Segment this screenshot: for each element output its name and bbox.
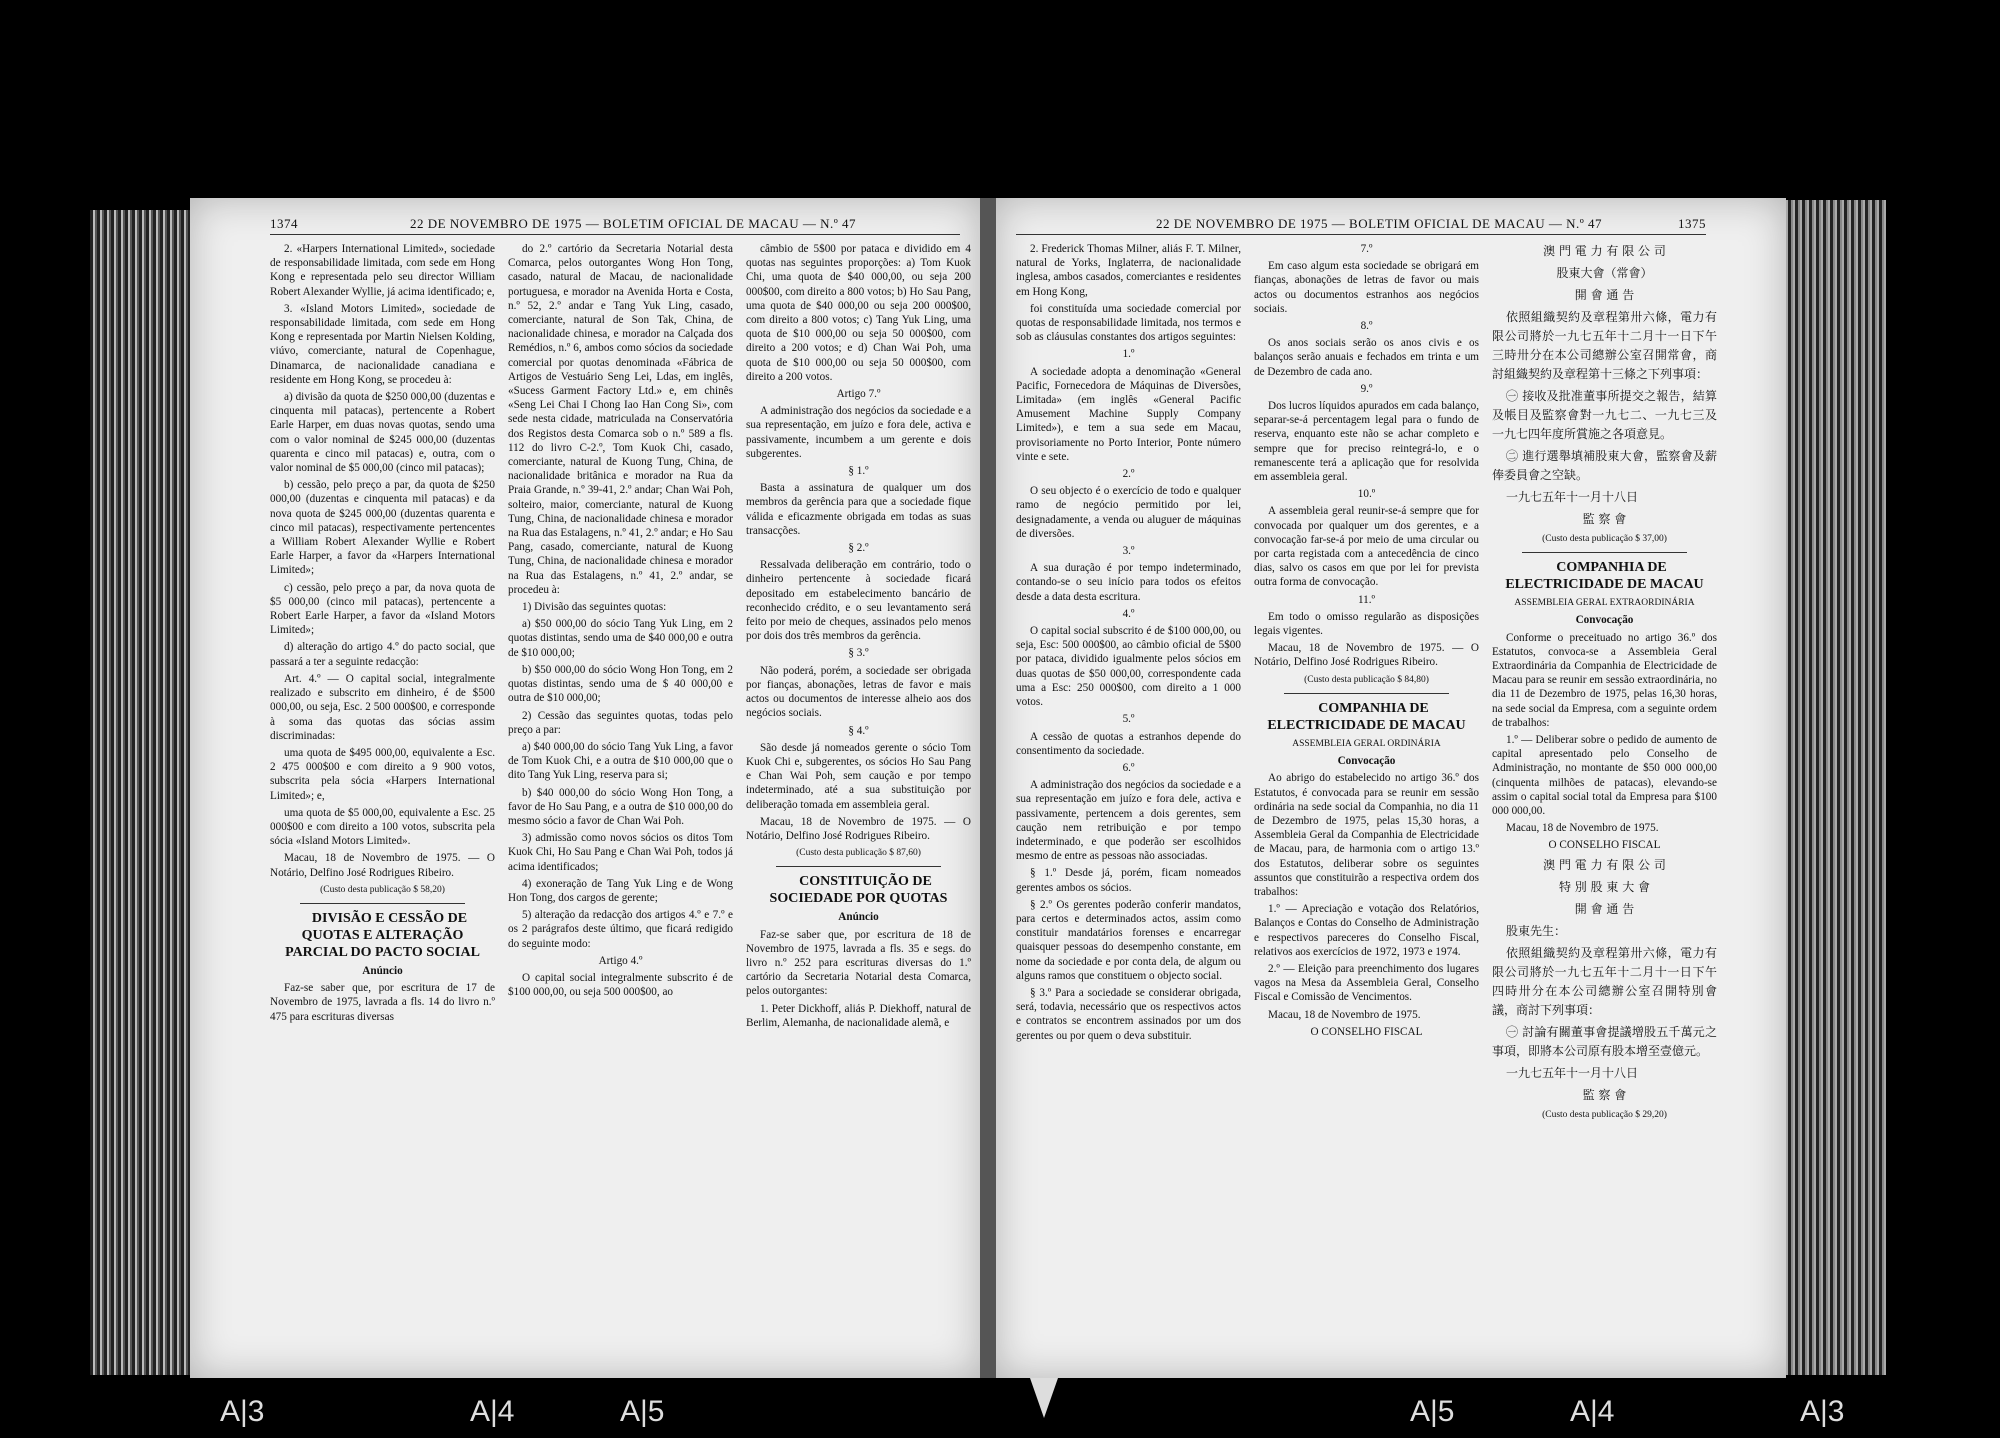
right-page [996, 198, 1786, 1378]
frame-mark: A|5 [1410, 1395, 1455, 1428]
paragraph: 股東大會（常會） [1556, 266, 1653, 280]
right-column-3 [1492, 242, 1717, 1125]
section-subheading: Convocação [1575, 614, 1634, 627]
paragraph: 9.º [1360, 382, 1373, 395]
paragraph: 8.º [1360, 320, 1373, 333]
paragraph: 1. Peter Dickhoff, aliás P. Diekhoff, natural de Berlim, Alemanha, de nacionalidade alemã, e [746, 1002, 971, 1029]
paragraph: 開 會 通 告 [1574, 901, 1635, 916]
paragraph: Macau, 18 de Novembro de 1975. [1268, 1008, 1421, 1021]
paragraph: 2. «Harpers International Limited», sociedade de responsabilidade limitada, com sede em Hong Kong e representada pelo seu director William Robert Alexander Wyllie, já acima identificado; e, [270, 243, 495, 298]
paragraph: § 4.º [848, 724, 869, 737]
paragraph: 2.º — Eleição para preenchimento dos lugares vagos na Mesa da Assembleia Geral, Conselho Fiscal e Comissão de Vencimentos. [1254, 962, 1479, 1004]
book-edge-right [1786, 200, 1886, 1375]
paragraph: ㊁ 進行選舉填補股東大會，監察會及薪俸委員會之空缺。 [1492, 449, 1717, 482]
paragraph: 1.º [1122, 348, 1135, 361]
paragraph: ㊀ 接收及批准董事所提交之報告，結算及帳目及監察會對一九七二、一九七三及一九七四年度所賞施之各項意見。 [1492, 389, 1717, 441]
paragraph: Artigo 7.º [836, 388, 881, 401]
left-column-1 [270, 242, 495, 1027]
right-column-2 [1254, 242, 1479, 1042]
paragraph: 1.º — Deliberar sobre o pedido de aumento de capital apresentado pelo Conselho de Administração, no montante de $50 000 000,00 (cinquenta milhões de patacas), elevando-se assim o capital social total da Empresa para $100 000 000,00. [1492, 734, 1717, 818]
book-gutter [980, 198, 996, 1378]
paragraph: 特 別 股 東 大 會 [1558, 879, 1651, 894]
section-subheading: ASSEMBLEIA GERAL ORDINÁRIA [1292, 738, 1441, 749]
paragraph: a) $50 000,00 do sócio Tang Yuk Ling, em 2 quotas distintas, sendo uma de $40 000,00 e outra de $10 000,00; [508, 618, 733, 659]
paragraph: O capital social integralmente subscrito é de $100 000,00, ou seja 500 000$00, ao [508, 971, 733, 999]
book-edge-left [90, 210, 190, 1375]
paragraph: ㊀ 討論有關董事會提議增股五千萬元之事項，即將本公司原有股本增至壹億元。 [1492, 1024, 1717, 1058]
paragraph: Ressalvada deliberação em contrário, todo o dinheiro pertencente à sociedade ficará depositado em estabelecimento bancário de reconhecido crédito, e o seu levantamento será feito por meio de cheques, assinados pelo menos por dois dos três membros da gerência. [746, 559, 971, 643]
paragraph: § 1.º [848, 465, 869, 478]
running-title: 22 DE NOVEMBRO DE 1975 — BOLETIM OFICIAL DE MACAU — N.º 47 [410, 216, 857, 231]
paragraph: 澳 門 電 力 有 限 公 司 [1543, 857, 1666, 872]
paragraph: b) cessão, pelo preço a par, da quota de $250 000,00 (duzentas e cinquenta mil patacas) e da nova quota de $245 000,00 (duzentas quarenta e cinco mil patacas), respectivamente pertencentes a William Robert Alexander Wyllie e Robert Earle Harper, a favor da «Harpers International Limited»; [270, 479, 495, 577]
paragraph: A administração dos negócios da sociedade e a sua representação em juízo e fora dele, activa e passivamente, pertencem a dois gerentes, sem caução nem retribuição e por tempo indeterminado, e que poderão ser escolhidos mesmo de entre as pessoas não associadas. [1016, 779, 1241, 863]
page-number: 1375 [1678, 216, 1706, 231]
left-column-3 [746, 242, 971, 1033]
paragraph: d) alteração do artigo 4.º do pacto social, que passará a ter a seguinte redacção: [270, 641, 495, 668]
paragraph: § 2.º Os gerentes poderão conferir mandatos, para certos e determinados actos, assim como constituir mandatários forenses e encarregar quaisquer pessoas do desempenho constante, em nome da sociedade e por conta dela, de algum ou alguns ramos que constituem o objecto social. [1016, 898, 1241, 982]
paragraph: 2.º [1122, 468, 1135, 481]
paragraph: O CONSELHO FISCAL [1310, 1025, 1423, 1038]
cost-note: (Custo desta publicação $ 87,60) [796, 848, 921, 859]
paragraph: 1.º — Apreciação e votação dos Relatórios, Balanços e Contas do Conselho de Administração e respectivos pareceres do Conselho Fiscal, relativos aos exercícios de 1972, 1973 e 1974. [1254, 903, 1479, 958]
left-page-header [270, 216, 960, 235]
paragraph: 5) alteração da redacção dos artigos 4.º e 7.º e os 2 parágrafos deste último, que ficará redigido do seguinte modo: [508, 909, 733, 950]
cost-note: (Custo desta publicação $ 37,00) [1542, 534, 1667, 544]
paragraph: 10.º [1357, 488, 1376, 501]
paragraph: O CONSELHO FISCAL [1548, 839, 1661, 852]
paragraph: Art. 4.º — O capital social, integralmente realizado e subscrito em dinheiro, é de $500 000,00, ou seja, Esc. 2 500 000$00, e corresponde à soma das quotas das sócias assim discriminadas: [270, 672, 495, 742]
cost-note: (Custo desta publicação $ 84,80) [1304, 674, 1429, 685]
paragraph: 6.º [1122, 761, 1135, 774]
section-subheading: ASSEMBLEIA GERAL EXTRAORDINÁRIA [1514, 598, 1695, 609]
paragraph: 監 察 會 [1582, 512, 1627, 526]
paragraph: 4.º [1122, 607, 1135, 620]
section-subheading: Anúncio [838, 911, 879, 924]
paragraph: § 1.º Desde já, porém, ficam nomeados gerentes ambos os sócios. [1016, 867, 1241, 894]
paragraph: Macau, 18 de Novembro de 1975. — O Notário, Delfino José Rodrigues Ribeiro. [1254, 642, 1479, 669]
paragraph: 依照組織契約及章程第卅六條，電力有限公司將於一九七五年十二月十一日下午四時卅分在本公司總辦公室召開特別會議，商討下列事項： [1492, 945, 1717, 1017]
right-page-header [1016, 216, 1706, 235]
section-heading: COMPANHIA DE ELECTRICIDADE DE MACAU [1505, 560, 1704, 593]
frame-mark: A|4 [470, 1395, 515, 1428]
paragraph: São desde já nomeados gerente o sócio Tom Kuok Chi e, subgerentes, os sócios Ho Sau Pang e Chan Wai Poh, sem caução e por tempo indeterminado, até a sua substituição por deliberação tomada em assembleia geral. [746, 741, 971, 811]
paragraph: 2. Frederick Thomas Milner, aliás F. T. Milner, natural de Yorks, Inglaterra, de nacionalidade inglesa, ambos casados, comerciantes e residentes em Hong Kong, [1016, 243, 1241, 298]
paragraph: Os anos sociais serão os anos civis e os balanços serão anuais e fechados em trinta e um de Dezembro de cada ano. [1254, 337, 1479, 378]
paragraph: 5.º [1122, 713, 1135, 726]
paragraph: 4) exoneração de Tang Yuk Ling e de Wong Hon Tong, dos cargos de gerente; [508, 877, 733, 904]
paragraph: Basta a assinatura de qualquer um dos membros da gerência para que a sociedade fique válida e eficazmente obrigada em todas as suas transacções. [746, 482, 971, 537]
frame-mark: A|5 [620, 1395, 665, 1428]
left-column-2 [508, 242, 733, 1002]
paragraph: 3.º [1122, 545, 1135, 558]
paragraph: Ao abrigo do estabelecido no artigo 36.º dos Estatutos, é convocada para se reunir em sessão ordinária na sede social da Companhia, no dia 11 de Dezembro de 1975, pelas 15,30 horas, a Assembleia Geral da Companhia de Electricidade de Macau, para, de harmonia com o artigo 13.º dos Estatutos, deliberar sobre os seguintes assuntos que constituirão a respectiva ordem dos trabalhos: [1254, 772, 1479, 898]
paragraph: c) cessão, pelo preço a par, da nova quota de $5 000,00 (cinco mil patacas), pertencente a Robert Earle Harper, a favor da «Island Motors Limited»; [270, 581, 495, 637]
paragraph: Em todo o omisso regularão as disposições legais vigentes. [1254, 610, 1479, 638]
paragraph: 7.º [1360, 243, 1373, 255]
paragraph: 一九七五年十一月十八日 [1506, 490, 1639, 504]
paragraph: b) $40 000,00 do sócio Wong Hon Tong, a favor de Ho Sau Pang, e a outra de $10 000,00 do mesmo sócio a favor de Chan Wai Poh. [508, 786, 733, 827]
paragraph: Macau, 18 de Novembro de 1975. — O Notário, Delfino José Rodrigues Ribeiro. [270, 852, 495, 879]
paragraph: foi constituída uma sociedade comercial por quotas de responsabilidade limitada, nos termos e sob as cláusulas constantes dos artigos seguintes: [1016, 302, 1241, 344]
paragraph: Em caso algum esta sociedade se obrigará em fianças, abonações de letras de favor ou mais actos ou documentos estranhos aos negócios sociais. [1254, 260, 1479, 315]
left-page [190, 198, 980, 1378]
section-heading: CONSTITUIÇÃO DE SOCIEDADE POR QUOTAS [769, 874, 948, 907]
paragraph: uma quota de $495 000,00, equivalente a Esc. 2 475 000$00 e com direito a 9 900 votos, subscrita pela sócia «Harpers International Limited»; e, [270, 746, 495, 802]
paragraph: b) $50 000,00 do sócio Wong Hon Tong, em 2 quotas distintas, sendo uma de $ 40 000,00 e outra de $10 000,00; [508, 663, 733, 705]
bookmark-arrow-icon [1030, 1378, 1058, 1418]
paragraph: Faz-se saber que, por escritura de 17 de Novembro de 1975, lavrada a fls. 14 do livro n.º 475 para escrituras diversas [270, 982, 495, 1023]
paragraph: Artigo 4.º [598, 954, 643, 967]
paragraph: do 2.º cartório da Secretaria Notarial desta Comarca, pelos outorgantes Wong Hon Tong, casado, natural de Macau, de nacionalidade portuguesa, e morador na Avenida Horta e Costa, n.º 52, 2.º andar e Tang Yuk Ling, casado, comerciante, natural de Son Tak, China, de nacionalidade chinesa, e morador na Calçada dos Remédios, n.º 6, ambos como sócios da sociedade comercial por quotas denominada «Fábrica de Artigos de Vestuário Seng Lei, Ldas, em inglês, «Sucess Garment Factory Ltd.» e, em chinês «Seng Lei Chai I Chong Iao Han Cong Si», com sede nesta cidade, matriculada na Conservatória dos Registos desta Comarca sob o n.º 589 a fls. 112 do livro C-2.º, Tom Kuok Chi, casado, comerciante, natural de Kuong Tung, China, de nacionalidade britânica e morador na Rua da Praia Grande, n.º 39-41, 2.º andar; Chan Wai Poh, solteiro, maior, comerciante, natural de Kuong Tung, China, de nacionalidade chinesa e morador na Rua das Estalagens, n.º 41, 2.º andar; e Ho Sau Pang, casado, comerciante, natural de Kuong Tung, China, de nacionalidade chinesa e morador na Rua das Estalagens, n.º 41, 2.º andar, se procedeu à: [508, 243, 733, 596]
paragraph: uma quota de $5 000,00, equivalente a Esc. 25 000$00 e com direito a 100 votos, subscrita pela sócia «Island Motors Limited». [270, 806, 495, 848]
page-number: 1374 [270, 216, 298, 231]
section-subheading: Convocação [1337, 755, 1396, 768]
paragraph: a) $40 000,00 do sócio Tang Yuk Ling, a favor de Tom Kuok Chi, e a outra de $10 000,00 que o dito Tang Yuk Ling, reserva para si; [508, 740, 733, 782]
paragraph: A cessão de quotas a estranhos depende do consentimento da sociedade. [1016, 730, 1241, 757]
paragraph: 監 察 會 [1582, 1087, 1627, 1102]
paragraph: 11.º [1357, 593, 1376, 606]
paragraph: A sociedade adopta a denominação «General Pacific, Fornecedora de Máquinas de Diversões, Limitada» (em inglês «General Pacific Amusement Machine Supply Company Limited»), e tem a sua sede em Macau, provisoriamente no Porto Interior, Ponte número vinte e sete. [1016, 365, 1241, 463]
running-title: 22 DE NOVEMBRO DE 1975 — BOLETIM OFICIAL DE MACAU — N.º 47 [1156, 216, 1603, 231]
paragraph: O seu objecto é o exercício de todo e qualquer ramo de negócio permitido por lei, designadamente, a venda ou aluguer de máquinas de diversões. [1016, 485, 1241, 540]
paragraph: § 3.º Para a sociedade se considerar obrigada, será, todavia, necessário que os respectivos actos e contratos se encontrem assinados por um dos gerentes ou por quem o deva substituir. [1016, 986, 1241, 1042]
section-subheading: Anúncio [362, 964, 403, 977]
paragraph: 依照組織契約及章程第卅六條，電力有限公司將於一九七五年十二月十一日下午三時卅分在本公司總辦公室召開常會，商討組織契約及章程第十三條之下列事項： [1492, 310, 1717, 381]
paragraph: a) divisão da quota de $250 000,00 (duzentas e cinquenta mil patacas), pertencente a Robert Earle Harper, em duas novas quotas, sendo uma com o valor nominal de $245 000,00 (duzentas quarenta e cinco mil patacas) e, outra, com o valor nominal de $5 000,00 (cinco mil patacas); [270, 391, 495, 475]
cost-note: (Custo desta publicação $ 29,20) [1542, 1109, 1667, 1120]
frame-mark: A|3 [220, 1395, 265, 1428]
paragraph: 1) Divisão das seguintes quotas: [522, 601, 667, 614]
right-column-1 [1016, 242, 1241, 1046]
paragraph: A sua duração é por tempo indeterminado, contando-se o seu início para todos os efeitos desde a data desta escritura. [1016, 562, 1241, 603]
paragraph: Não poderá, porém, a sociedade ser obrigada por fianças, abonações, letras de favor e mais actos ou documentos de interesse alheio aos dos negócios sociais. [746, 664, 971, 720]
paragraph: 3. «Island Motors Limited», sociedade de responsabilidade limitada, com sede em Hong Kong e representada por Martin Nielsen Kolding, viúvo, comerciante, natural de Copenhague, Dinamarca, de nacionalidade canadiana e residente em Hong Kong, se procedeu à: [270, 302, 495, 386]
paragraph: § 3.º [848, 647, 869, 660]
cost-note: (Custo desta publicação $ 58,20) [320, 884, 445, 895]
paragraph: 股東先生： [1506, 923, 1567, 938]
paragraph: Dos lucros líquidos apurados em cada balanço, separar-se-á percentagem legal para o fundo de reserva, enquanto este não se achar completo e sempre que for preciso reintegrá-lo, e o remanescente terá a aplicação que for resolvida em assembleia geral. [1254, 400, 1479, 484]
frame-mark: A|3 [1800, 1395, 1845, 1428]
paragraph: Conforme o preceituado no artigo 36.º dos Estatutos, convoca-se a Assembleia Geral Extraordinária da Companhia de Electricidade de Macau para se reunir em sessão extraordinária, no dia 11 de Dezembro de 1975, pelas 16,30 horas, na sede social da Empresa, com a seguinte ordem de trabalhos: [1492, 631, 1717, 729]
paragraph: Macau, 18 de Novembro de 1975. [1506, 822, 1659, 835]
paragraph: O capital social subscrito é de $100 000,00, ou seja, Esc: 500 000$00, ao câmbio oficial de 5$00 por pataca, dividido igualmente pelos sócios em duas quotas de $50 000,00, correspondente cada uma a Esc: 250 000$00, com direito a 1 000 votos. [1016, 625, 1241, 709]
paragraph: 3) admissão como novos sócios os ditos Tom Kuok Chi, Ho Sau Pang e Chan Wai Poh, todos já acima identificados; [508, 832, 733, 873]
paragraph: Faz-se saber que, por escritura de 18 de Novembro de 1975, lavrada a fls. 35 e segs. do livro n.º 252 para escrituras diversas do 1.º cartório da Secretaria Notarial desta Comarca, pelos outorgantes: [746, 928, 971, 998]
paragraph: 澳 門 電 力 有 限 公 司 [1543, 244, 1666, 258]
paragraph: Macau, 18 de Novembro de 1975. — O Notário, Delfino José Rodrigues Ribeiro. [746, 815, 971, 842]
paragraph: A assembleia geral reunir-se-á sempre que for convocada por qualquer um dos gerentes, e a convocação far-se-á por meio de uma circular ou por carta registada com a antecedência de cinco dias, salvo os casos em que por lei for prevista outra forma de convocação. [1254, 505, 1479, 589]
paragraph: A administração dos negócios da sociedade e a sua representação, em juízo e fora dele, activa e passivamente, incumbem a um gerente e dois subgerentes. [746, 405, 971, 460]
section-heading: DIVISÃO E CESSÃO DE QUOTAS E ALTERAÇÃO PARCIAL DO PACTO SOCIAL [285, 910, 480, 960]
paragraph: § 2.º [848, 542, 869, 555]
frame-mark: A|4 [1570, 1395, 1615, 1428]
section-heading: COMPANHIA DE ELECTRICIDADE DE MACAU [1267, 700, 1466, 733]
paragraph: 開 會 通 告 [1574, 288, 1635, 302]
paragraph: 一九七五年十一月十八日 [1506, 1065, 1639, 1080]
paragraph: 2) Cessão das seguintes quotas, todas pelo preço a par: [508, 709, 733, 736]
paragraph: câmbio de 5$00 por pataca e dividido em 4 quotas nas seguintes proporções: a) Tom Kuok Chi, uma quota de $40 000,00, ou seja 200 000$00, com direito a 800 votos; b) Ho Sau Pang, uma quota de $40 000,00 ou seja 200 000$00, com direito a 800 votos; c) Tang Yuk Ling, uma quota de $10 000,00 ou seja 50 000$00, com direito a 200 votos; e d) Chan Wai Poh, uma quota de $10 000,00 ou seja 50 000$00, com direito a 200 votos. [746, 243, 971, 383]
